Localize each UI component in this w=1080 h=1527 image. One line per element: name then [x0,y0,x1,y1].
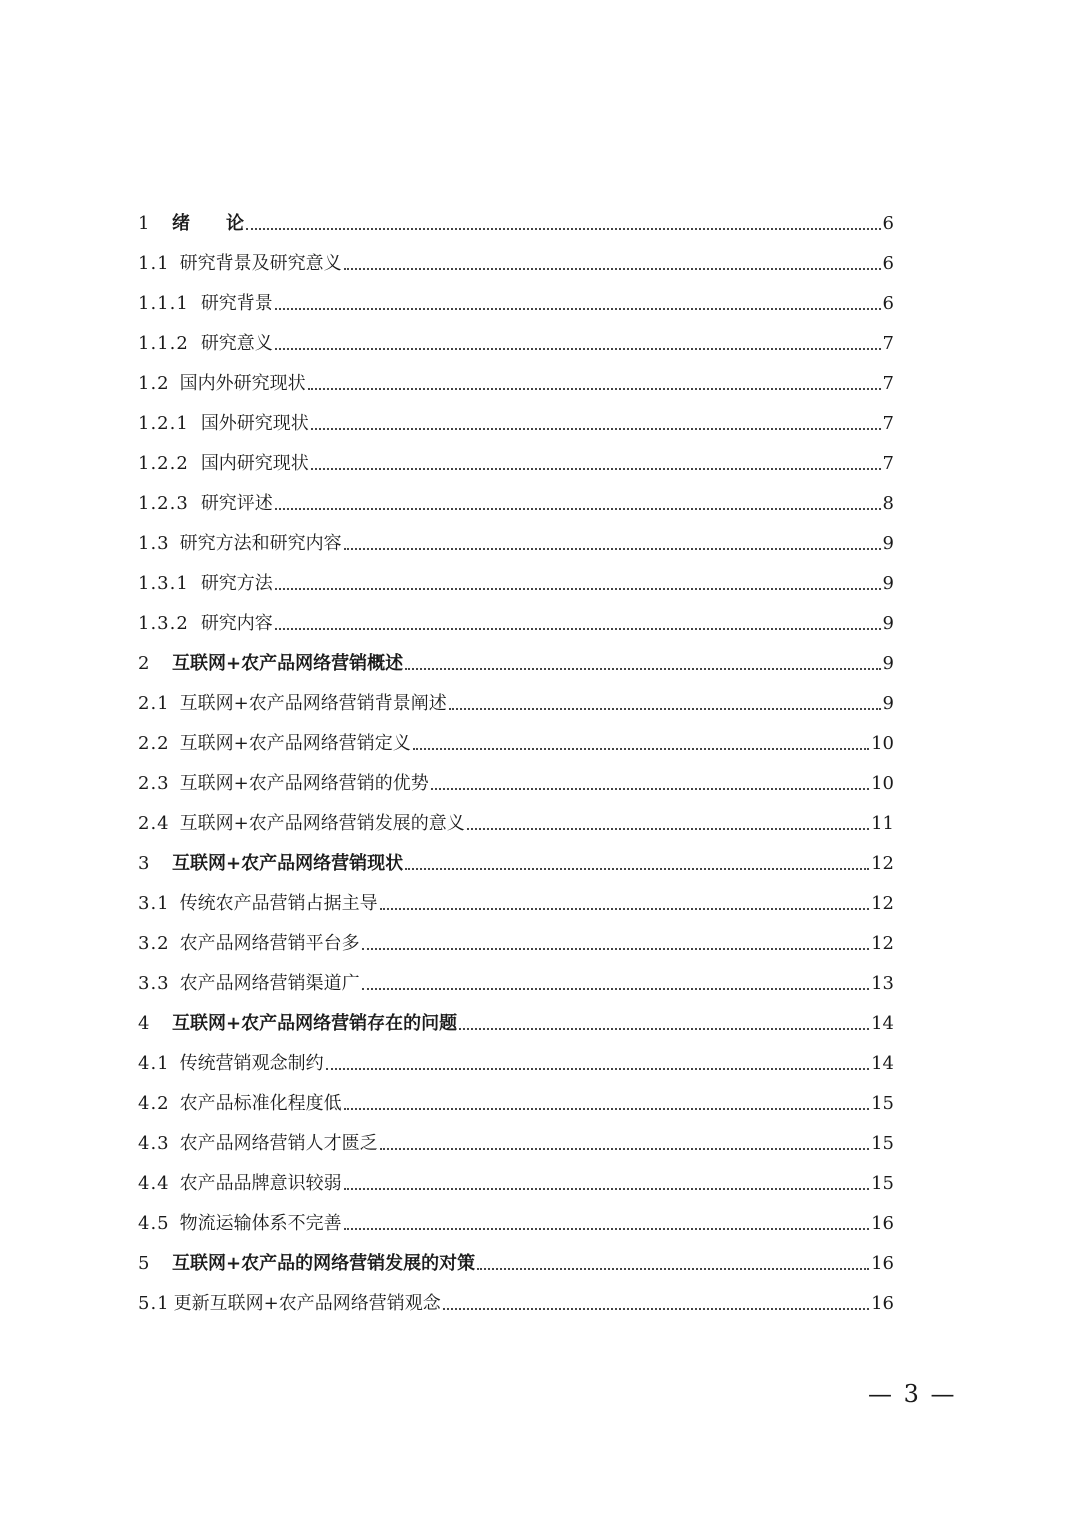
toc-dot-leader [459,1028,869,1030]
toc-entry[interactable] [138,715,894,755]
toc-entry-number: 4.5 [138,1213,170,1234]
toc-dot-leader [311,428,881,430]
toc-entry-page: 12 [871,893,894,914]
toc-entry-page: 7 [882,413,894,434]
toc-entry-title: 更新互联网+农产品网络营销观念 [173,1293,441,1314]
toc-entry-number: 1.1.1 [138,293,189,314]
toc-entry-number: 3.3 [138,973,170,994]
toc-entry-number: 1.2.2 [138,453,189,474]
toc-dot-leader [275,588,881,590]
toc-dot-leader [344,1108,869,1110]
toc-entry-title: 农产品网络营销人才匮乏 [179,1133,378,1154]
toc-dot-leader [275,628,881,630]
toc-entry-number: 1 [138,213,151,234]
toc-entry-page: 10 [871,733,894,754]
toc-entry-number: 2.4 [138,813,170,834]
toc-entry-title: 农产品网络营销渠道广 [179,973,360,994]
toc-entry-page: 14 [871,1053,894,1074]
toc-entry-title: 互联网+农产品网络营销背景阐述 [179,693,447,714]
toc-entry-page: 15 [871,1093,894,1114]
toc-entry-page: 9 [882,653,894,674]
toc-entry-number: 3 [138,853,151,874]
toc-entry-title: 互联网+农产品网络营销概述 [172,653,404,674]
toc-entry[interactable] [138,355,894,395]
toc-entry-page: 12 [871,853,894,874]
toc-entry[interactable] [138,635,894,675]
toc-entry[interactable] [138,1115,894,1155]
toc-entry-number: 1.1 [138,253,170,274]
toc-entry[interactable] [138,1235,894,1275]
toc-entry-page: 16 [871,1213,894,1234]
toc-dot-leader [326,1068,869,1070]
toc-entry[interactable] [138,395,894,435]
toc-dot-leader [344,1228,869,1230]
toc-entry[interactable] [138,795,894,835]
toc-entry[interactable] [138,955,894,995]
toc-entry-title: 研究背景及研究意义 [179,253,342,274]
toc-entry[interactable] [138,835,894,875]
toc-dot-leader [344,1188,869,1190]
toc-entry[interactable] [138,315,894,355]
toc-entry[interactable] [138,195,894,235]
toc-entry-title: 互联网+农产品网络营销现状 [172,853,404,874]
toc-entry[interactable] [138,555,894,595]
toc-entry-page: 15 [871,1173,894,1194]
toc-entry-number: 3.1 [138,893,170,914]
toc-entry[interactable] [138,1075,894,1115]
toc-entry-page: 14 [871,1013,894,1034]
toc-entry-number: 4 [138,1013,151,1034]
toc-dot-leader [449,708,881,710]
toc-entry-number: 4.3 [138,1133,170,1154]
toc-entry-page: 16 [871,1293,894,1314]
toc-dot-leader [477,1268,869,1270]
toc-entry-title: 研究方法和研究内容 [179,533,342,554]
toc-dot-leader [275,348,881,350]
toc-entry-title: 互联网+农产品网络营销存在的问题 [172,1013,458,1034]
toc-entry-title: 研究背景 [200,293,273,314]
toc-entry[interactable] [138,475,894,515]
toc-entry-number: 1.3 [138,533,170,554]
toc-dot-leader [362,988,869,990]
toc-dot-leader [362,948,869,950]
toc-entry-title: 农产品网络营销平台多 [179,933,360,954]
toc-entry-page: 6 [882,213,894,234]
toc-entry[interactable] [138,1155,894,1195]
toc-entry-title: 绪 论 [172,213,244,234]
toc-entry-title: 互联网+农产品网络营销发展的意义 [179,813,465,834]
toc-entry[interactable] [138,435,894,475]
toc-entry[interactable] [138,235,894,275]
toc-entry-number: 2.2 [138,733,170,754]
toc-dot-leader [431,788,869,790]
toc-dot-leader [246,228,881,230]
toc-entry-number: 1.3.1 [138,573,189,594]
toc-entry[interactable] [138,995,894,1035]
toc-entry-number: 4.2 [138,1093,170,1114]
toc-entry-title: 研究评述 [200,493,273,514]
toc-entry-title: 国外研究现状 [200,413,309,434]
toc-dot-leader [405,868,869,870]
toc-entry-title: 国内外研究现状 [179,373,306,394]
toc-dot-leader [380,1148,869,1150]
toc-entry-number: 4.1 [138,1053,170,1074]
table-of-contents [138,195,894,1315]
toc-entry-page: 11 [871,813,894,834]
toc-entry-number: 1.2.3 [138,493,189,514]
toc-entry-number: 1.3.2 [138,613,189,634]
toc-entry[interactable] [138,755,894,795]
toc-entry-number: 1.1.2 [138,333,189,354]
toc-entry-page: 7 [882,453,894,474]
toc-dot-leader [467,828,869,830]
toc-entry[interactable] [138,915,894,955]
toc-dot-leader [308,388,881,390]
toc-dot-leader [413,748,869,750]
toc-entry[interactable] [138,675,894,715]
toc-entry-number: 2 [138,653,151,674]
toc-dot-leader [443,1308,869,1310]
toc-dot-leader [344,548,881,550]
toc-entry-number: 2.3 [138,773,170,794]
toc-entry-title: 研究内容 [200,613,273,634]
toc-entry-title: 互联网+农产品网络营销定义 [179,733,411,754]
toc-entry-title: 农产品品牌意识较弱 [179,1173,342,1194]
toc-entry-number: 3.2 [138,933,170,954]
toc-entry-page: 6 [882,293,894,314]
toc-entry-title: 传统营销观念制约 [179,1053,324,1074]
toc-entry-page: 6 [882,253,894,274]
toc-entry-number: 4.4 [138,1173,170,1194]
toc-entry-page: 12 [871,933,894,954]
toc-entry-page: 13 [871,973,894,994]
toc-entry-page: 7 [882,373,894,394]
toc-entry-page: 7 [882,333,894,354]
toc-entry-number: 2.1 [138,693,170,714]
toc-entry-number: 5 [138,1253,151,1274]
toc-entry-page: 9 [882,533,894,554]
toc-entry-page: 9 [882,573,894,594]
toc-entry[interactable] [138,1035,894,1075]
toc-entry-page: 9 [882,613,894,634]
toc-entry-page: 10 [871,773,894,794]
toc-entry[interactable] [138,595,894,635]
toc-entry-page: 15 [871,1133,894,1154]
toc-entry-title: 农产品标准化程度低 [179,1093,342,1114]
toc-dot-leader [380,908,869,910]
toc-entry-page: 8 [882,493,894,514]
toc-dot-leader [275,308,881,310]
toc-entry-title: 国内研究现状 [200,453,309,474]
page-number: — 3 — [868,1380,957,1408]
toc-entry[interactable] [138,875,894,915]
toc-entry-number: 1.2.1 [138,413,189,434]
toc-entry[interactable] [138,1195,894,1235]
toc-entry[interactable] [138,1275,894,1315]
toc-entry-title: 传统农产品营销占据主导 [179,893,378,914]
toc-entry-title: 物流运输体系不完善 [179,1213,342,1234]
toc-dot-leader [344,268,881,270]
toc-dot-leader [311,468,881,470]
toc-dot-leader [405,668,880,670]
toc-entry-number: 1.2 [138,373,170,394]
toc-dot-leader [275,508,881,510]
toc-entry-title: 研究意义 [200,333,273,354]
toc-entry-title: 互联网+农产品的网络营销发展的对策 [172,1253,476,1274]
toc-entry-page: 9 [882,693,894,714]
toc-entry-number: 5.1 [138,1293,170,1314]
toc-entry-page: 16 [871,1253,894,1274]
toc-entry-title: 研究方法 [200,573,273,594]
toc-entry[interactable] [138,275,894,315]
toc-entry-title: 互联网+农产品网络营销的优势 [179,773,429,794]
toc-entry[interactable] [138,515,894,555]
